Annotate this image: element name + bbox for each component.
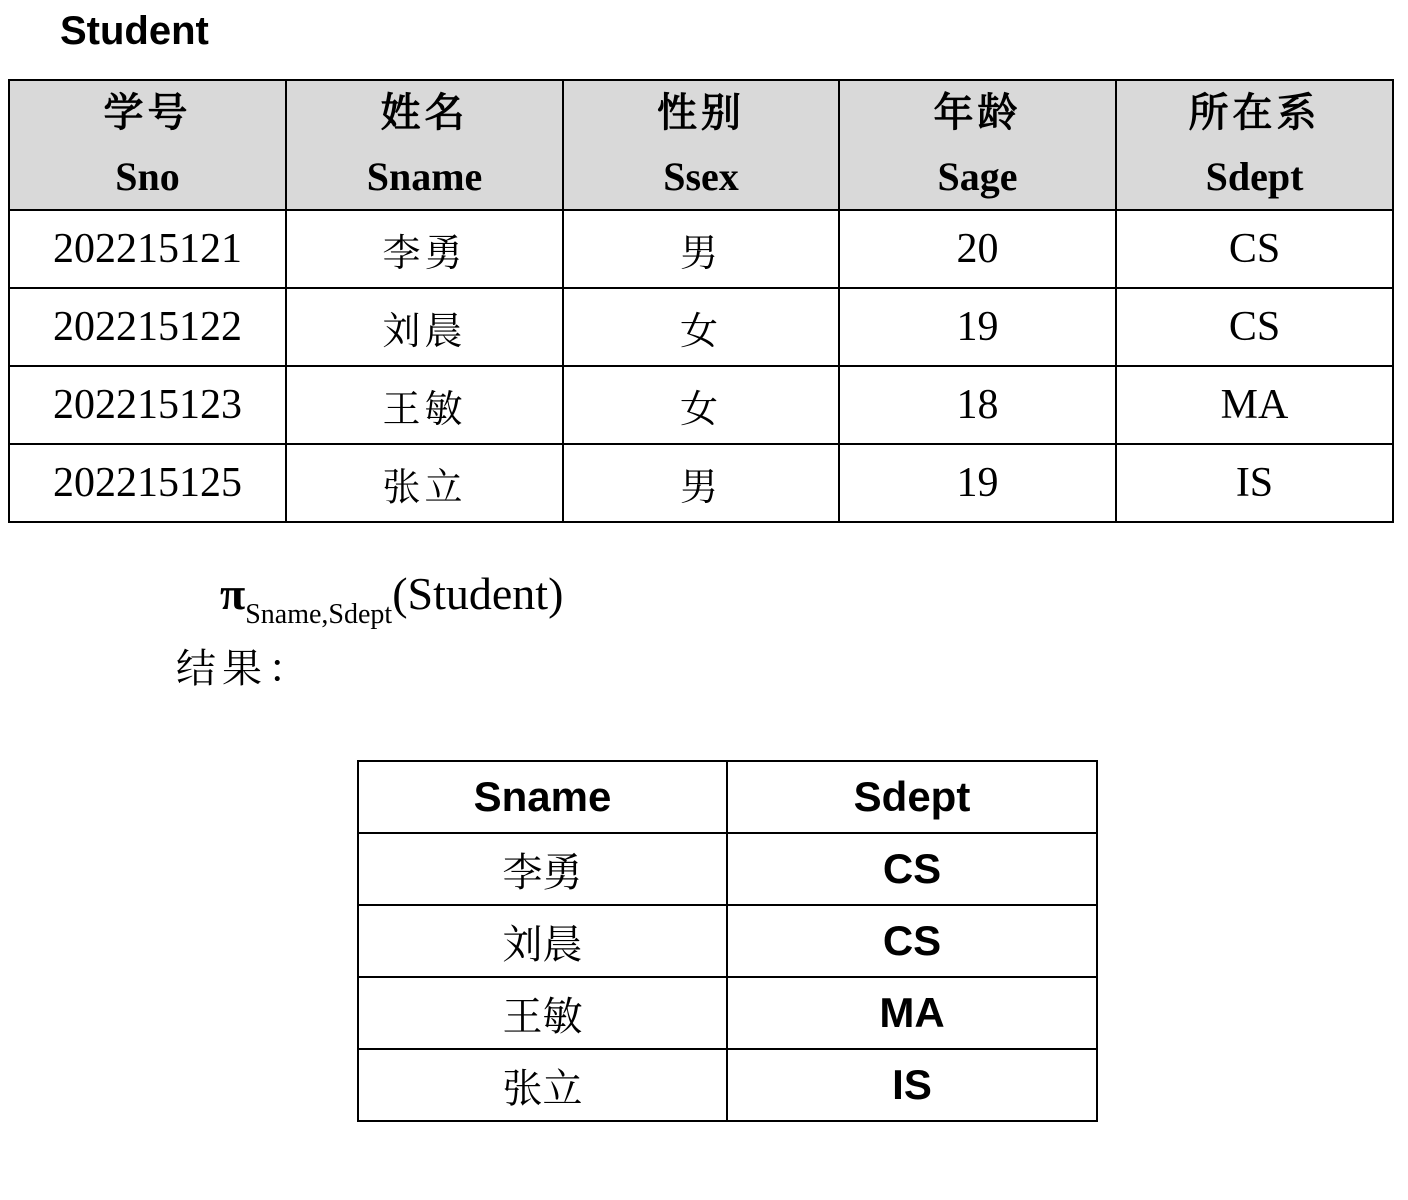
table-row: [358, 1049, 1097, 1121]
cell-sdept: CS: [1116, 210, 1393, 288]
cell-sdept: IS: [727, 1049, 1097, 1121]
formula-subscript: Sname,Sdept: [245, 599, 393, 630]
cell-sno: 202215125: [9, 444, 286, 522]
cell-sage: 19: [839, 444, 1116, 522]
cell-sname: 王敏: [286, 366, 563, 444]
cell-sname: 王敏: [358, 977, 727, 1049]
formula-argument: (Student): [392, 568, 564, 619]
cell-sname: 李勇: [286, 210, 563, 288]
cell-sdept: CS: [1116, 288, 1393, 366]
cell-ssex: 女: [563, 288, 839, 366]
cell-sdept: MA: [1116, 366, 1393, 444]
table-title: Student: [60, 9, 209, 53]
cell-sage: 19: [839, 288, 1116, 366]
pi-symbol: π: [220, 568, 246, 619]
result-label: 结果：: [176, 646, 314, 692]
cell-ssex: 男: [563, 210, 839, 288]
cell-sdept: MA: [727, 977, 1097, 1049]
cell-sage: 18: [839, 366, 1116, 444]
table-row: [9, 366, 1393, 444]
table-row: [9, 444, 1393, 522]
cell-ssex: 男: [563, 444, 839, 522]
table-row: [9, 288, 1393, 366]
cell-sno: 202215123: [9, 366, 286, 444]
header-ssex: 性别 Ssex: [563, 80, 839, 210]
cell-sdept: CS: [727, 905, 1097, 977]
student-table: [8, 79, 1394, 523]
cell-sdept: IS: [1116, 444, 1393, 522]
cell-sdept: CS: [727, 833, 1097, 905]
header-sage: 年龄 Sage: [839, 80, 1116, 210]
table-row: [358, 905, 1097, 977]
header-sdept: Sdept: [727, 761, 1097, 833]
cell-sno: 202215122: [9, 288, 286, 366]
cell-sno: 202215121: [9, 210, 286, 288]
result-table: [357, 760, 1098, 1122]
header-sname: Sname: [358, 761, 727, 833]
projection-formula: [220, 566, 563, 629]
header-row: [358, 761, 1097, 833]
cell-sname: 刘晨: [358, 905, 727, 977]
cell-sage: 20: [839, 210, 1116, 288]
cell-sname: 李勇: [358, 833, 727, 905]
cell-sname: 张立: [358, 1049, 727, 1121]
table-row: [358, 833, 1097, 905]
header-sname: 姓名 Sname: [286, 80, 563, 210]
cell-ssex: 女: [563, 366, 839, 444]
cell-sname: 张立: [286, 444, 563, 522]
header-sdept: 所在系 Sdept: [1116, 80, 1393, 210]
table-row: [9, 210, 1393, 288]
table-row: [358, 977, 1097, 1049]
cell-sname: 刘晨: [286, 288, 563, 366]
header-row: [9, 80, 1393, 210]
header-sno: 学号 Sno: [9, 80, 286, 210]
